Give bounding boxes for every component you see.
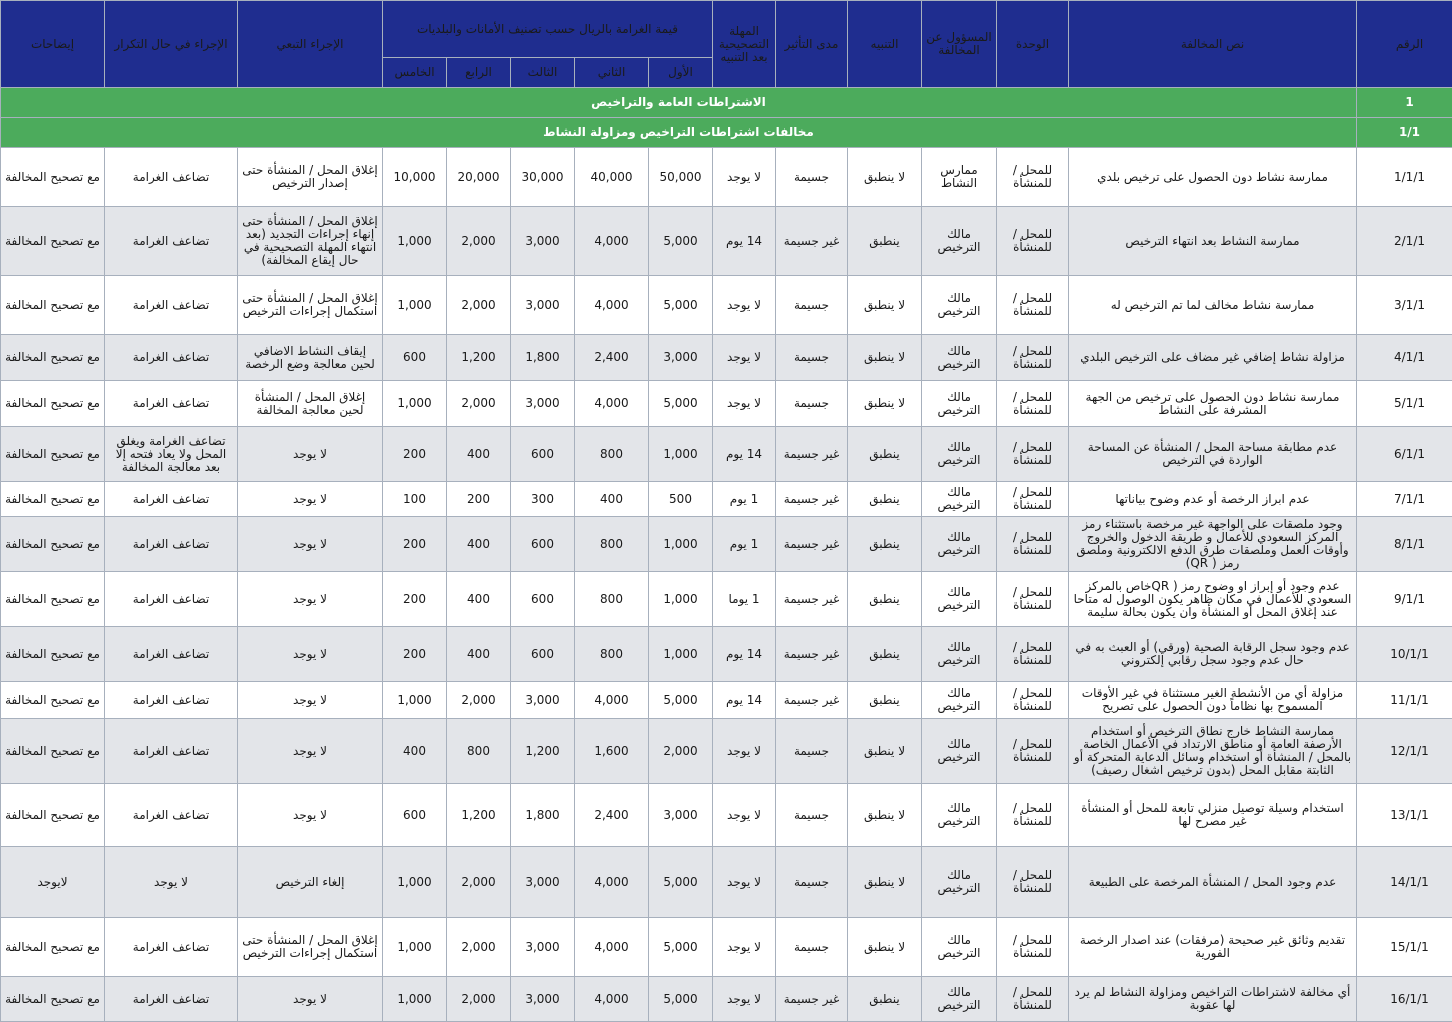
cell-followup: لا يوجد bbox=[238, 572, 383, 627]
table-row bbox=[1, 847, 1452, 918]
cell-number: 8/1/1 bbox=[1357, 517, 1452, 572]
cell-responsible: مالك الترخيص bbox=[922, 427, 997, 482]
section-title: الاشتراطات العامة والتراخيص bbox=[1, 88, 1357, 118]
cell-repeat: تضاعف الغرامة bbox=[105, 335, 238, 381]
cell-repeat: تضاعف الغرامة bbox=[105, 682, 238, 719]
cell-responsible: مالك الترخيص bbox=[922, 977, 997, 1022]
cell-fine-2: 4,000 bbox=[575, 918, 649, 977]
cell-fine-2: 4,000 bbox=[575, 847, 649, 918]
cell-fine-5: 1,000 bbox=[383, 918, 447, 977]
cell-fine-4: 800 bbox=[447, 719, 511, 784]
cell-violation-text: ممارسة النشاط بعد انتهاء الترخيص bbox=[1069, 207, 1357, 276]
cell-impact: جسيمة bbox=[776, 719, 848, 784]
cell-warning: ينطبق bbox=[848, 627, 922, 682]
cell-fine-3: 600 bbox=[511, 572, 575, 627]
cell-unit: للمحل / للمنشأة bbox=[997, 918, 1069, 977]
cell-violation-text: عدم ابراز الرخصة أو عدم وضوح بياناتها bbox=[1069, 482, 1357, 517]
cell-grace-period: 14 يوم bbox=[713, 627, 776, 682]
table-row bbox=[1, 977, 1452, 1022]
cell-fine-5: 1,000 bbox=[383, 847, 447, 918]
cell-notes: مع تصحيح المخالفة bbox=[1, 207, 105, 276]
table-row bbox=[1, 719, 1452, 784]
cell-fine-5: 200 bbox=[383, 427, 447, 482]
cell-responsible: مالك الترخيص bbox=[922, 847, 997, 918]
header-notes: إيضاحات bbox=[1, 1, 105, 88]
cell-warning: لا ينطبق bbox=[848, 148, 922, 207]
cell-warning: لا ينطبق bbox=[848, 847, 922, 918]
cell-fine-5: 100 bbox=[383, 482, 447, 517]
cell-fine-1: 5,000 bbox=[649, 207, 713, 276]
cell-grace-period: لا يوجد bbox=[713, 148, 776, 207]
table-row bbox=[1, 148, 1452, 207]
cell-unit: للمحل / للمنشأة bbox=[997, 517, 1069, 572]
cell-followup: لا يوجد bbox=[238, 682, 383, 719]
cell-responsible: ممارس النشاط bbox=[922, 148, 997, 207]
cell-violation-text: مزاولة نشاط إضافي غير مضاف على الترخيص البلدي bbox=[1069, 335, 1357, 381]
cell-notes: مع تصحيح المخالفة bbox=[1, 918, 105, 977]
cell-impact: غير جسيمة bbox=[776, 207, 848, 276]
cell-responsible: مالك الترخيص bbox=[922, 335, 997, 381]
cell-warning: لا ينطبق bbox=[848, 335, 922, 381]
header-grace-period: المهلة التصحيحية بعد التنبيه bbox=[713, 1, 776, 88]
cell-number: 14/1/1 bbox=[1357, 847, 1452, 918]
cell-followup: إلغاء الترخيص bbox=[238, 847, 383, 918]
cell-fine-4: 2,000 bbox=[447, 381, 511, 427]
header-fine-group: قيمة الغرامة بالريال حسب تصنيف الأمانات والبلديات bbox=[383, 1, 713, 58]
cell-fine-1: 5,000 bbox=[649, 276, 713, 335]
cell-grace-period: لا يوجد bbox=[713, 847, 776, 918]
cell-impact: جسيمة bbox=[776, 918, 848, 977]
cell-grace-period: 14 يوم bbox=[713, 682, 776, 719]
cell-fine-1: 5,000 bbox=[649, 847, 713, 918]
cell-impact: جسيمة bbox=[776, 276, 848, 335]
cell-fine-1: 5,000 bbox=[649, 682, 713, 719]
cell-grace-period: 1 يوم bbox=[713, 517, 776, 572]
cell-responsible: مالك الترخيص bbox=[922, 784, 997, 847]
cell-repeat: تضاعف الغرامة bbox=[105, 784, 238, 847]
cell-fine-3: 1,200 bbox=[511, 719, 575, 784]
cell-number: 7/1/1 bbox=[1357, 482, 1452, 517]
cell-fine-2: 1,600 bbox=[575, 719, 649, 784]
cell-followup: إغلاق المحل / المنشأة حتى إصدار الترخيص bbox=[238, 148, 383, 207]
cell-responsible: مالك الترخيص bbox=[922, 627, 997, 682]
cell-grace-period: 14 يوم bbox=[713, 427, 776, 482]
cell-unit: للمحل / للمنشأة bbox=[997, 335, 1069, 381]
cell-fine-2: 4,000 bbox=[575, 276, 649, 335]
cell-repeat: تضاعف الغرامة bbox=[105, 207, 238, 276]
cell-notes: مع تصحيح المخالفة bbox=[1, 682, 105, 719]
cell-fine-5: 200 bbox=[383, 627, 447, 682]
cell-fine-3: 3,000 bbox=[511, 918, 575, 977]
cell-fine-1: 1,000 bbox=[649, 627, 713, 682]
header-fine-cat-3: الثالث bbox=[511, 58, 575, 88]
table-row bbox=[1, 381, 1452, 427]
cell-violation-text: عدم مطابقة مساحة المحل / المنشأة عن المساحة الواردة في الترخيص bbox=[1069, 427, 1357, 482]
table-row bbox=[1, 482, 1452, 517]
cell-repeat: لا يوجد bbox=[105, 847, 238, 918]
cell-fine-3: 300 bbox=[511, 482, 575, 517]
table-row bbox=[1, 335, 1452, 381]
cell-unit: للمحل / للمنشأة bbox=[997, 719, 1069, 784]
header-fine-cat-2: الثاني bbox=[575, 58, 649, 88]
cell-fine-2: 4,000 bbox=[575, 682, 649, 719]
cell-number: 6/1/1 bbox=[1357, 427, 1452, 482]
table-row bbox=[1, 207, 1452, 276]
cell-number: 3/1/1 bbox=[1357, 276, 1452, 335]
cell-fine-2: 800 bbox=[575, 517, 649, 572]
header-responsible: المسؤول عن المخالفة bbox=[922, 1, 997, 88]
cell-fine-2: 800 bbox=[575, 427, 649, 482]
cell-responsible: مالك الترخيص bbox=[922, 276, 997, 335]
cell-number: 13/1/1 bbox=[1357, 784, 1452, 847]
cell-fine-2: 40,000 bbox=[575, 148, 649, 207]
cell-warning: لا ينطبق bbox=[848, 719, 922, 784]
cell-unit: للمحل / للمنشأة bbox=[997, 482, 1069, 517]
cell-notes: مع تصحيح المخالفة bbox=[1, 276, 105, 335]
cell-notes: مع تصحيح المخالفة bbox=[1, 148, 105, 207]
cell-violation-text: عدم وجود سجل الرقابة الصحية (ورقي) أو العبث به في حال عدم وجود سجل رقابي إلكتروني bbox=[1069, 627, 1357, 682]
cell-fine-2: 4,000 bbox=[575, 381, 649, 427]
cell-fine-2: 4,000 bbox=[575, 977, 649, 1022]
cell-warning: ينطبق bbox=[848, 572, 922, 627]
cell-responsible: مالك الترخيص bbox=[922, 207, 997, 276]
cell-fine-4: 400 bbox=[447, 572, 511, 627]
cell-grace-period: لا يوجد bbox=[713, 335, 776, 381]
subsection-title: مخالفات اشتراطات التراخيص ومزاولة النشاط bbox=[1, 118, 1357, 148]
cell-number: 12/1/1 bbox=[1357, 719, 1452, 784]
cell-fine-2: 4,000 bbox=[575, 207, 649, 276]
cell-fine-1: 2,000 bbox=[649, 719, 713, 784]
cell-fine-4: 200 bbox=[447, 482, 511, 517]
cell-violation-text: عدم وجود أو إبراز او وضوح رمز ( QRخاص بالمركز السعودي للأعمال في مكان ظاهر يكون الوصول له متاحا عند إغلاق المحل أو المنشأة وان يكون بحالة سليمة bbox=[1069, 572, 1357, 627]
cell-fine-5: 200 bbox=[383, 572, 447, 627]
cell-fine-5: 1,000 bbox=[383, 276, 447, 335]
cell-followup: لا يوجد bbox=[238, 482, 383, 517]
cell-impact: جسيمة bbox=[776, 335, 848, 381]
cell-followup: لا يوجد bbox=[238, 784, 383, 847]
cell-impact: غير جسيمة bbox=[776, 627, 848, 682]
cell-unit: للمحل / للمنشأة bbox=[997, 977, 1069, 1022]
cell-followup: لا يوجد bbox=[238, 977, 383, 1022]
cell-fine-5: 600 bbox=[383, 335, 447, 381]
cell-grace-period: لا يوجد bbox=[713, 784, 776, 847]
table-row bbox=[1, 427, 1452, 482]
cell-violation-text: مزاولة أي من الأنشطة الغير مستثناة في غير الأوقات المسموح بها نظاماً دون الحصول على تصريح bbox=[1069, 682, 1357, 719]
cell-grace-period: لا يوجد bbox=[713, 276, 776, 335]
cell-repeat: تضاعف الغرامة bbox=[105, 572, 238, 627]
cell-repeat: تضاعف الغرامة bbox=[105, 276, 238, 335]
subsection-row bbox=[1, 118, 1452, 148]
cell-violation-text: ممارسة نشاط دون الحصول على ترخيص من الجهة المشرفة على النشاط bbox=[1069, 381, 1357, 427]
cell-impact: جسيمة bbox=[776, 847, 848, 918]
cell-unit: للمحل / للمنشأة bbox=[997, 572, 1069, 627]
cell-grace-period: لا يوجد bbox=[713, 381, 776, 427]
cell-fine-3: 1,800 bbox=[511, 784, 575, 847]
cell-number: 4/1/1 bbox=[1357, 335, 1452, 381]
cell-fine-3: 600 bbox=[511, 427, 575, 482]
cell-fine-2: 2,400 bbox=[575, 335, 649, 381]
cell-fine-3: 3,000 bbox=[511, 977, 575, 1022]
cell-notes: مع تصحيح المخالفة bbox=[1, 517, 105, 572]
cell-repeat: تضاعف الغرامة bbox=[105, 517, 238, 572]
header-number: الرقم bbox=[1357, 1, 1452, 88]
cell-unit: للمحل / للمنشأة bbox=[997, 207, 1069, 276]
header-fine-cat-5: الخامس bbox=[383, 58, 447, 88]
cell-warning: ينطبق bbox=[848, 682, 922, 719]
cell-fine-3: 600 bbox=[511, 517, 575, 572]
cell-warning: لا ينطبق bbox=[848, 381, 922, 427]
table-row bbox=[1, 918, 1452, 977]
cell-followup: لا يوجد bbox=[238, 719, 383, 784]
cell-fine-4: 400 bbox=[447, 427, 511, 482]
header-impact: مدى التأثير bbox=[776, 1, 848, 88]
cell-fine-4: 2,000 bbox=[447, 977, 511, 1022]
cell-notes: لايوجد bbox=[1, 847, 105, 918]
cell-warning: ينطبق bbox=[848, 427, 922, 482]
cell-fine-3: 3,000 bbox=[511, 682, 575, 719]
cell-fine-4: 2,000 bbox=[447, 207, 511, 276]
cell-impact: غير جسيمة bbox=[776, 517, 848, 572]
cell-repeat: تضاعف الغرامة bbox=[105, 381, 238, 427]
section-row bbox=[1, 88, 1452, 118]
cell-fine-4: 400 bbox=[447, 517, 511, 572]
cell-fine-5: 1,000 bbox=[383, 207, 447, 276]
table-row bbox=[1, 517, 1452, 572]
cell-impact: غير جسيمة bbox=[776, 572, 848, 627]
cell-followup: لا يوجد bbox=[238, 517, 383, 572]
header-followup: الإجراء التبعي bbox=[238, 1, 383, 88]
cell-fine-4: 2,000 bbox=[447, 847, 511, 918]
cell-fine-3: 600 bbox=[511, 627, 575, 682]
cell-responsible: مالك الترخيص bbox=[922, 719, 997, 784]
table-row bbox=[1, 627, 1452, 682]
cell-repeat: تضاعف الغرامة bbox=[105, 977, 238, 1022]
cell-violation-text: ممارسة النشاط خارج نطاق الترخيص أو استخدام الأرصفة العامة أو مناطق الارتداد في الأعمال الخاصة بالمحل / المنشأة أو استخدام وسائل الدعاية المتحركة أو الثابتة مقابل المحل (بدون ترخيص اشغال رصيف) bbox=[1069, 719, 1357, 784]
header-fine-cat-4: الرابع bbox=[447, 58, 511, 88]
cell-grace-period: 14 يوم bbox=[713, 207, 776, 276]
cell-warning: ينطبق bbox=[848, 517, 922, 572]
cell-number: 1/1/1 bbox=[1357, 148, 1452, 207]
cell-fine-1: 50,000 bbox=[649, 148, 713, 207]
cell-unit: للمحل / للمنشأة bbox=[997, 427, 1069, 482]
cell-number: 15/1/1 bbox=[1357, 918, 1452, 977]
cell-unit: للمحل / للمنشأة bbox=[997, 784, 1069, 847]
cell-fine-1: 5,000 bbox=[649, 918, 713, 977]
cell-repeat: تضاعف الغرامة bbox=[105, 482, 238, 517]
cell-warning: لا ينطبق bbox=[848, 918, 922, 977]
cell-fine-4: 2,000 bbox=[447, 682, 511, 719]
cell-notes: مع تصحيح المخالفة bbox=[1, 482, 105, 517]
cell-unit: للمحل / للمنشأة bbox=[997, 847, 1069, 918]
cell-unit: للمحل / للمنشأة bbox=[997, 682, 1069, 719]
cell-impact: جسيمة bbox=[776, 381, 848, 427]
cell-violation-text: تقديم وثائق غير صحيحة (مرفقات) عند اصدار الرخصة الفورية bbox=[1069, 918, 1357, 977]
cell-warning: لا ينطبق bbox=[848, 784, 922, 847]
cell-fine-1: 5,000 bbox=[649, 381, 713, 427]
cell-fine-5: 600 bbox=[383, 784, 447, 847]
cell-unit: للمحل / للمنشأة bbox=[997, 627, 1069, 682]
header-violation-text: نص المخالفة bbox=[1069, 1, 1357, 88]
header-warning: التنبيه bbox=[848, 1, 922, 88]
cell-unit: للمحل / للمنشأة bbox=[997, 276, 1069, 335]
cell-warning: لا ينطبق bbox=[848, 276, 922, 335]
cell-impact: جسيمة bbox=[776, 148, 848, 207]
cell-grace-period: لا يوجد bbox=[713, 977, 776, 1022]
cell-followup: لا يوجد bbox=[238, 427, 383, 482]
cell-fine-4: 2,000 bbox=[447, 918, 511, 977]
cell-unit: للمحل / للمنشأة bbox=[997, 381, 1069, 427]
cell-responsible: مالك الترخيص bbox=[922, 572, 997, 627]
cell-fine-1: 3,000 bbox=[649, 335, 713, 381]
cell-responsible: مالك الترخيص bbox=[922, 682, 997, 719]
cell-fine-5: 200 bbox=[383, 517, 447, 572]
cell-grace-period: لا يوجد bbox=[713, 918, 776, 977]
table-row bbox=[1, 682, 1452, 719]
table-row bbox=[1, 276, 1452, 335]
cell-fine-3: 3,000 bbox=[511, 207, 575, 276]
cell-grace-period: لا يوجد bbox=[713, 719, 776, 784]
cell-number: 10/1/1 bbox=[1357, 627, 1452, 682]
cell-notes: مع تصحيح المخالفة bbox=[1, 977, 105, 1022]
cell-fine-1: 3,000 bbox=[649, 784, 713, 847]
header-fine-cat-1: الأول bbox=[649, 58, 713, 88]
cell-followup: إغلاق المحل / المنشأة حتى استكمال إجراءات الترخيص bbox=[238, 918, 383, 977]
cell-violation-text: أي مخالفة لاشتراطات التراخيص ومزاولة النشاط لم يرد لها عقوبة bbox=[1069, 977, 1357, 1022]
cell-fine-5: 400 bbox=[383, 719, 447, 784]
cell-impact: جسيمة bbox=[776, 784, 848, 847]
cell-fine-3: 3,000 bbox=[511, 847, 575, 918]
cell-number: 9/1/1 bbox=[1357, 572, 1452, 627]
cell-fine-1: 1,000 bbox=[649, 572, 713, 627]
cell-fine-3: 3,000 bbox=[511, 381, 575, 427]
table-header bbox=[1, 1, 1452, 88]
cell-fine-2: 400 bbox=[575, 482, 649, 517]
cell-fine-5: 10,000 bbox=[383, 148, 447, 207]
cell-responsible: مالك الترخيص bbox=[922, 918, 997, 977]
cell-notes: مع تصحيح المخالفة bbox=[1, 427, 105, 482]
cell-number: 11/1/1 bbox=[1357, 682, 1452, 719]
subsection-number: 1/1 bbox=[1357, 118, 1452, 148]
cell-fine-4: 1,200 bbox=[447, 784, 511, 847]
cell-fine-1: 5,000 bbox=[649, 977, 713, 1022]
cell-fine-4: 1,200 bbox=[447, 335, 511, 381]
cell-grace-period: 1 يوم bbox=[713, 482, 776, 517]
cell-followup: إغلاق المحل / المنشأة حتى استكمال إجراءات الترخيص bbox=[238, 276, 383, 335]
cell-warning: ينطبق bbox=[848, 207, 922, 276]
cell-fine-2: 800 bbox=[575, 572, 649, 627]
cell-violation-text: عدم وجود المحل / المنشأة المرخصة على الطبيعة bbox=[1069, 847, 1357, 918]
cell-repeat: تضاعف الغرامة bbox=[105, 148, 238, 207]
cell-notes: مع تصحيح المخالفة bbox=[1, 627, 105, 682]
cell-responsible: مالك الترخيص bbox=[922, 381, 997, 427]
cell-grace-period: 1 يوما bbox=[713, 572, 776, 627]
cell-number: 16/1/1 bbox=[1357, 977, 1452, 1022]
cell-repeat: تضاعف الغرامة bbox=[105, 719, 238, 784]
cell-fine-1: 1,000 bbox=[649, 427, 713, 482]
cell-followup: لا يوجد bbox=[238, 627, 383, 682]
cell-impact: غير جسيمة bbox=[776, 682, 848, 719]
header-unit: الوحدة bbox=[997, 1, 1069, 88]
cell-violation-text: استخدام وسيلة توصيل منزلي تابعة للمحل أو المنشأة غير مصرح لها bbox=[1069, 784, 1357, 847]
cell-fine-5: 1,000 bbox=[383, 682, 447, 719]
cell-fine-2: 2,400 bbox=[575, 784, 649, 847]
table-body bbox=[1, 88, 1452, 1022]
cell-impact: غير جسيمة bbox=[776, 482, 848, 517]
cell-fine-5: 1,000 bbox=[383, 381, 447, 427]
cell-notes: مع تصحيح المخالفة bbox=[1, 719, 105, 784]
cell-fine-4: 20,000 bbox=[447, 148, 511, 207]
cell-violation-text: وجود ملصقات على الواجهة غير مرخصة باستثناء رمز المركز السعودي للأعمال و طريقة الدخول والخروج وأوقات العمل وملصقات طرق الدفع الالكترونية وملصق رمز ( QR) bbox=[1069, 517, 1357, 572]
cell-warning: ينطبق bbox=[848, 482, 922, 517]
cell-notes: مع تصحيح المخالفة bbox=[1, 572, 105, 627]
cell-number: 2/1/1 bbox=[1357, 207, 1452, 276]
cell-repeat: تضاعف الغرامة bbox=[105, 918, 238, 977]
cell-violation-text: ممارسة نشاط مخالف لما تم الترخيص له bbox=[1069, 276, 1357, 335]
cell-fine-3: 30,000 bbox=[511, 148, 575, 207]
cell-notes: مع تصحيح المخالفة bbox=[1, 381, 105, 427]
table-row bbox=[1, 784, 1452, 847]
cell-notes: مع تصحيح المخالفة bbox=[1, 335, 105, 381]
cell-number: 5/1/1 bbox=[1357, 381, 1452, 427]
cell-fine-2: 800 bbox=[575, 627, 649, 682]
cell-repeat: تضاعف الغرامة ويغلق المحل ولا يعاد فتحه إلا بعد معالجة المخالفة bbox=[105, 427, 238, 482]
cell-impact: غير جسيمة bbox=[776, 427, 848, 482]
header-repeat: الإجراء في حال التكرار bbox=[105, 1, 238, 88]
cell-notes: مع تصحيح المخالفة bbox=[1, 784, 105, 847]
cell-fine-1: 1,000 bbox=[649, 517, 713, 572]
section-number: 1 bbox=[1357, 88, 1452, 118]
cell-fine-5: 1,000 bbox=[383, 977, 447, 1022]
cell-fine-4: 2,000 bbox=[447, 276, 511, 335]
cell-violation-text: ممارسة نشاط دون الحصول على ترخيص بلدي bbox=[1069, 148, 1357, 207]
cell-fine-3: 1,800 bbox=[511, 335, 575, 381]
cell-followup: إغلاق المحل / المنشأة لحين معالجة المخالفة bbox=[238, 381, 383, 427]
cell-responsible: مالك الترخيص bbox=[922, 482, 997, 517]
cell-followup: إغلاق المحل / المنشأة حتى إنهاء إجراءات التجديد (بعد انتهاء المهلة التصحيحية في حال إيقاع المخالفة) bbox=[238, 207, 383, 276]
cell-fine-4: 400 bbox=[447, 627, 511, 682]
cell-unit: للمحل / للمنشأة bbox=[997, 148, 1069, 207]
cell-fine-3: 3,000 bbox=[511, 276, 575, 335]
cell-responsible: مالك الترخيص bbox=[922, 517, 997, 572]
cell-followup: إيقاف النشاط الاضافي لحين معالجة وضع الرخصة bbox=[238, 335, 383, 381]
table-row bbox=[1, 572, 1452, 627]
cell-warning: ينطبق bbox=[848, 977, 922, 1022]
cell-impact: غير جسيمة bbox=[776, 977, 848, 1022]
cell-repeat: تضاعف الغرامة bbox=[105, 627, 238, 682]
cell-fine-1: 500 bbox=[649, 482, 713, 517]
